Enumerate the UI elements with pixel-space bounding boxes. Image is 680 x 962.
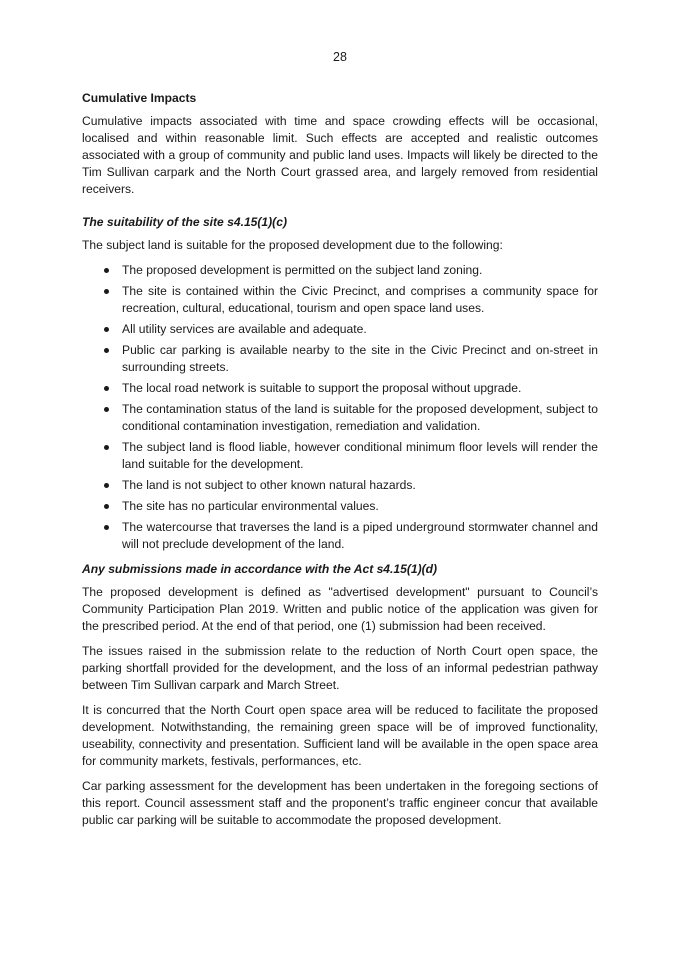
list-item: The local road network is suitable to support the proposal without upgrade. [82,380,598,397]
submissions-paragraph: It is concurred that the North Court open space area will be reduced to facilitate the proposed development. Notwithstanding, the remaining green space will be of improved functionality, useability, connectivity and presentation. Sufficient land will be available in the open space area for community markets, festivals, performances, etc. [82,703,598,768]
list-item: The site has no particular environmental values. [82,498,598,515]
site-suitability-list [82,262,598,553]
cumulative-impacts-paragraph: Cumulative impacts associated with time and space crowding effects will be occasional, localised and within reasonable limit. Such effects are accepted and realistic outcomes associated with a group of community and public land uses. Impacts will likely be directed to the Tim Sullivan carpark and the North Court grassed area, and largely removed from residential receivers. [82,114,598,196]
list-item: The subject land is flood liable, however conditional minimum floor levels will render the land suitable for the development. [82,439,598,473]
cumulative-impacts-heading: Cumulative Impacts [82,91,197,105]
submissions-paragraph: The proposed development is defined as "advertised development" pursuant to Council’s Community Participation Plan 2019. Written and public notice of the application was given for the prescribed period. At the end of that period, one (1) submission had been received. [82,585,598,633]
page-content [82,90,598,837]
list-item: The contamination status of the land is suitable for the proposed development, subject to conditional contamination investigation, remediation and validation. [82,401,598,435]
site-suitability-intro: The subject land is suitable for the proposed development due to the following: [82,238,503,252]
list-item: The watercourse that traverses the land is a piped underground stormwater channel and will not preclude development of the land. [82,519,598,553]
submissions-heading: Any submissions made in accordance with the Act s4.15(1)(d) [82,562,438,576]
submissions-paragraph: The issues raised in the submission relate to the reduction of North Court open space, the parking shortfall provided for the development, and the loss of an informal pedestrian pathway between Tim Sullivan carpark and March Street. [82,644,598,692]
page-number: 28 [333,50,347,64]
submissions-paragraph: Car parking assessment for the development has been undertaken in the foregoing sections of this report. Council assessment staff and the proponent’s traffic engineer concur that available public car parking will be suitable to accommodate the proposed development. [82,779,598,827]
list-item: Public car parking is available nearby to the site in the Civic Precinct and on-street in surrounding streets. [82,342,598,376]
list-item: The land is not subject to other known natural hazards. [82,477,598,494]
site-suitability-heading: The suitability of the site s4.15(1)(c) [82,215,287,229]
list-item: The site is contained within the Civic Precinct, and comprises a community space for recreation, cultural, educational, tourism and open space land uses. [82,283,598,317]
list-item: The proposed development is permitted on the subject land zoning. [82,262,598,279]
list-item: All utility services are available and adequate. [82,321,598,338]
section-spacer [82,206,598,214]
